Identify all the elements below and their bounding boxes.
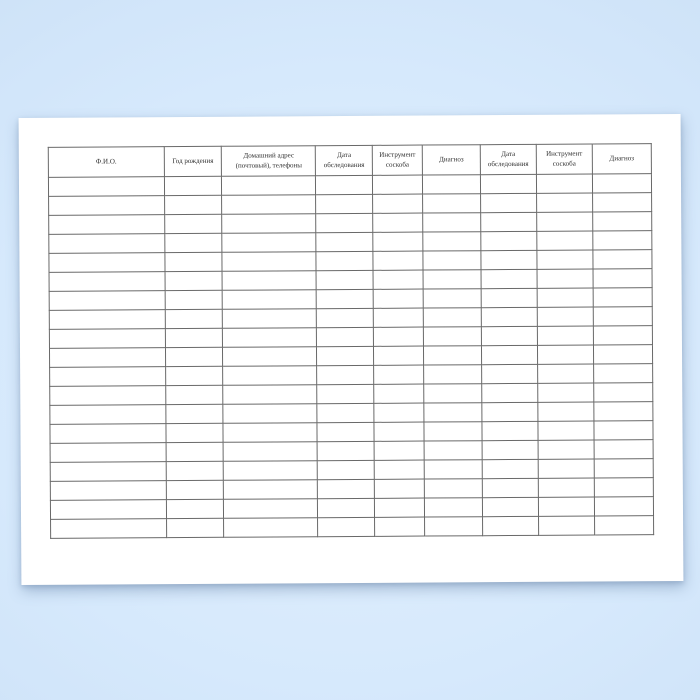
empty-cell (318, 479, 375, 498)
empty-cell (164, 195, 222, 214)
empty-cell (594, 364, 653, 383)
empty-cell (422, 175, 480, 194)
empty-cell (373, 213, 423, 232)
column-header-fio: Ф.И.О. (48, 147, 164, 178)
empty-cell (482, 497, 538, 516)
empty-cell (49, 329, 165, 349)
empty-cell (594, 402, 653, 421)
empty-cell (592, 174, 651, 193)
empty-cell (481, 269, 537, 288)
column-header-exam-date-2: Дата обследования (480, 144, 536, 174)
empty-cell (424, 422, 482, 441)
column-header-exam-date-1: Дата обследования (316, 145, 373, 175)
empty-cell (373, 194, 423, 213)
empty-cell (373, 251, 423, 270)
empty-cell (316, 270, 373, 289)
empty-cell (482, 516, 538, 535)
empty-cell (166, 423, 224, 442)
empty-cell (223, 309, 317, 329)
empty-cell (424, 479, 482, 498)
empty-cell (537, 345, 593, 364)
empty-cell (222, 233, 316, 253)
empty-cell (316, 175, 373, 194)
empty-cell (50, 405, 166, 425)
empty-cell (538, 402, 594, 421)
empty-cell (424, 365, 482, 384)
empty-cell (423, 327, 481, 346)
header-row (48, 144, 651, 178)
empty-cell (593, 269, 652, 288)
empty-cell (165, 385, 223, 404)
empty-cell (374, 384, 424, 403)
empty-cell (482, 478, 538, 497)
empty-cell (538, 440, 594, 459)
empty-cell (374, 441, 424, 460)
empty-cell (538, 478, 594, 497)
empty-cell (481, 345, 537, 364)
empty-cell (482, 402, 538, 421)
empty-cell (374, 460, 424, 479)
empty-cell (424, 403, 482, 422)
empty-cell (482, 440, 538, 459)
empty-cell (537, 288, 593, 307)
empty-cell (373, 175, 423, 194)
empty-cell (317, 384, 374, 403)
empty-cell (223, 366, 317, 386)
empty-cell (537, 212, 593, 231)
empty-cell (594, 421, 653, 440)
empty-cell (373, 232, 423, 251)
empty-cell (536, 193, 592, 212)
empty-cell (317, 365, 374, 384)
empty-cell (318, 441, 375, 460)
empty-cell (537, 326, 593, 345)
empty-cell (166, 442, 224, 461)
empty-cell (222, 214, 316, 234)
empty-cell (50, 443, 166, 463)
empty-cell (165, 309, 223, 328)
empty-cell (592, 193, 651, 212)
empty-cell (593, 212, 652, 231)
empty-cell (594, 516, 653, 535)
empty-cell (538, 383, 594, 402)
empty-cell (481, 231, 537, 250)
empty-cell (49, 348, 165, 368)
empty-cell (373, 308, 423, 327)
empty-cell (165, 404, 223, 423)
empty-cell (593, 288, 652, 307)
empty-cell (424, 441, 482, 460)
empty-cell (423, 194, 481, 213)
empty-cell (317, 327, 374, 346)
empty-cell (224, 461, 318, 481)
empty-cell (49, 291, 165, 311)
column-header-scrape-tool-1: Инструмент соскоба (372, 145, 422, 175)
empty-cell (373, 327, 423, 346)
empty-cell (423, 270, 481, 289)
empty-cell (317, 422, 374, 441)
empty-cell (481, 307, 537, 326)
empty-cell (316, 232, 373, 251)
empty-cell (593, 250, 652, 269)
empty-cell (374, 498, 424, 517)
empty-cell (481, 212, 537, 231)
empty-cell (165, 271, 223, 290)
empty-cell (374, 422, 424, 441)
empty-cell (317, 289, 374, 308)
paper-sheet (19, 114, 684, 585)
empty-cell (224, 480, 318, 500)
empty-cell (165, 366, 223, 385)
empty-cell (423, 232, 481, 251)
empty-cell (317, 308, 374, 327)
empty-cell (538, 497, 594, 516)
empty-cell (317, 346, 374, 365)
empty-cell (223, 347, 317, 367)
empty-cell (423, 251, 481, 270)
table-row (51, 516, 654, 539)
empty-cell (538, 459, 594, 478)
empty-cell (538, 516, 594, 535)
empty-cell (165, 347, 223, 366)
empty-cell (49, 234, 165, 254)
empty-cell (49, 253, 165, 273)
empty-cell (481, 326, 537, 345)
empty-cell (318, 460, 375, 479)
empty-cell (593, 345, 652, 364)
empty-cell (537, 231, 593, 250)
empty-cell (224, 442, 318, 462)
empty-cell (223, 271, 317, 291)
empty-cell (424, 384, 482, 403)
empty-cell (49, 196, 165, 216)
empty-cell (594, 459, 653, 478)
empty-cell (482, 383, 538, 402)
empty-cell (165, 252, 223, 271)
empty-cell (166, 461, 224, 480)
empty-cell (318, 498, 375, 517)
empty-cell (480, 193, 536, 212)
empty-cell (423, 289, 481, 308)
empty-cell (594, 383, 653, 402)
empty-cell (480, 174, 536, 193)
empty-cell (594, 497, 653, 516)
empty-cell (374, 479, 424, 498)
empty-cell (374, 365, 424, 384)
medical-register-table (48, 143, 654, 539)
empty-cell (424, 498, 482, 517)
empty-cell (50, 386, 166, 406)
empty-cell (317, 403, 374, 422)
empty-cell (482, 421, 538, 440)
empty-cell (223, 328, 317, 348)
empty-cell (224, 518, 318, 538)
empty-cell (316, 194, 373, 213)
empty-cell (223, 290, 317, 310)
empty-cell (481, 250, 537, 269)
empty-cell (222, 195, 316, 215)
empty-cell (50, 367, 166, 387)
empty-cell (537, 307, 593, 326)
empty-cell (374, 403, 424, 422)
empty-cell (316, 213, 373, 232)
empty-cell (316, 251, 373, 270)
column-header-diagnosis-2: Диагноз (592, 144, 651, 174)
empty-cell (222, 176, 316, 196)
empty-cell (423, 308, 481, 327)
empty-cell (537, 269, 593, 288)
empty-cell (50, 424, 166, 444)
empty-cell (538, 364, 594, 383)
empty-cell (594, 440, 653, 459)
empty-cell (538, 421, 594, 440)
empty-cell (48, 177, 164, 197)
column-header-home-address: Домашний адрес (почтовый), телефоны (222, 146, 316, 177)
column-header-birth-year: Год рождения (164, 146, 222, 176)
empty-cell (223, 423, 317, 443)
empty-cell (165, 328, 223, 347)
empty-cell (223, 385, 317, 405)
empty-cell (164, 214, 222, 233)
column-header-scrape-tool-2: Инструмент соскоба (536, 144, 592, 174)
empty-cell (49, 310, 165, 330)
empty-cell (425, 517, 483, 536)
empty-cell (166, 518, 224, 537)
table-body (48, 174, 653, 539)
empty-cell (481, 364, 537, 383)
empty-cell (166, 499, 224, 518)
empty-cell (536, 174, 592, 193)
empty-cell (223, 404, 317, 424)
empty-cell (318, 517, 375, 536)
empty-cell (224, 499, 318, 519)
empty-cell (49, 215, 165, 235)
empty-cell (594, 478, 653, 497)
empty-cell (482, 459, 538, 478)
empty-cell (50, 462, 166, 482)
empty-cell (166, 480, 224, 499)
empty-cell (537, 250, 593, 269)
empty-cell (50, 500, 166, 520)
empty-cell (423, 213, 481, 232)
empty-cell (373, 289, 423, 308)
empty-cell (51, 519, 167, 539)
empty-cell (481, 288, 537, 307)
empty-cell (374, 346, 424, 365)
empty-cell (593, 307, 652, 326)
empty-cell (164, 176, 222, 195)
empty-cell (593, 326, 652, 345)
empty-cell (593, 231, 652, 250)
empty-cell (50, 481, 166, 501)
empty-cell (49, 272, 165, 292)
empty-cell (424, 460, 482, 479)
empty-cell (375, 517, 425, 536)
empty-cell (373, 270, 423, 289)
column-header-diagnosis-1: Диагноз (422, 145, 480, 175)
empty-cell (165, 290, 223, 309)
empty-cell (164, 233, 222, 252)
empty-cell (222, 252, 316, 272)
empty-cell (424, 346, 482, 365)
